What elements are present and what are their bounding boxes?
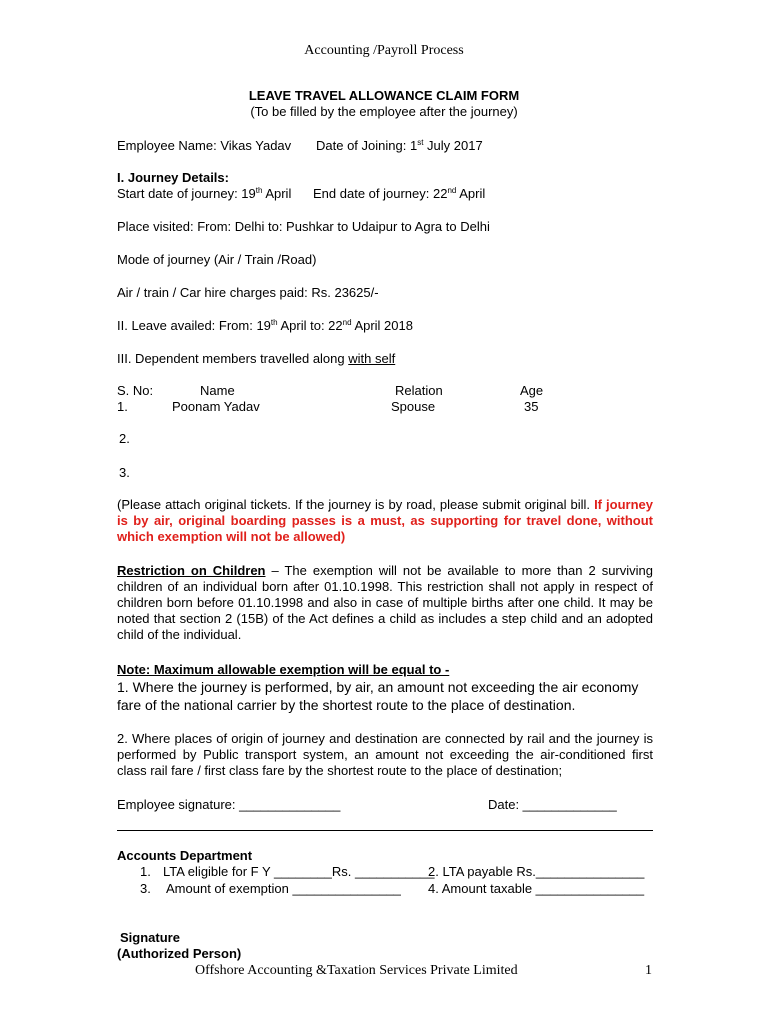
- leave-availed: II. Leave availed: From: 19th April to: 22nd April 2018: [117, 318, 413, 333]
- column-relation: Relation: [395, 383, 443, 398]
- row-1-name: Poonam Yadav: [172, 399, 260, 414]
- row-1-relation: Spouse: [391, 399, 436, 414]
- employee-signature-field: Employee signature: ______________: [117, 797, 341, 812]
- amount-exemption-field: Amount of exemption _______________: [166, 881, 401, 896]
- journey-end-date: End date of journey: 22nd April: [313, 186, 486, 201]
- authorized-signature-label: Signature: [120, 930, 180, 945]
- row-3-sno: 3.: [119, 465, 130, 480]
- page-number: 1: [645, 963, 652, 978]
- place-visited: Place visited: From: Delhi to: Pushkar to Udaipur to Agra to Delhi: [117, 219, 490, 234]
- charges-paid: Air / train / Car hire charges paid: Rs. 23625/-: [117, 285, 379, 300]
- accounts-heading: Accounts Department: [117, 848, 253, 863]
- column-age: Age: [520, 383, 544, 398]
- row-1-sno: 1.: [117, 399, 128, 414]
- attach-tickets-note: (Please attach original tickets. If the journey is by road, please submit original bill. If journey is by air, original boarding passes is a must, as supporting for travel done, without which exemption will not be allowed): [117, 497, 653, 544]
- row-1-age: 35: [524, 399, 539, 414]
- lta-payable-field: 2. LTA payable Rs._______________: [428, 864, 645, 879]
- restriction-on-children: Restriction on Children – The exemption will not be available to more than 2 surviving children of an individual born after 01.10.1998. This restriction shall not apply in respect of children born before 01.10.1998 and also in case of multiple births after one child. It may be noted that section 2 (15B) of the Act defines a child as includes a step child and an adopted child of the individual.: [117, 563, 653, 642]
- date-of-joining: Date of Joining: 1st July 2017: [316, 138, 483, 153]
- note-point-2: 2. Where places of origin of journey and destination are connected by rail and the journey is performed by Public transport system, an amount not exceeding the air-conditioned first class rail fare / first class fare by the shortest route to the place of destination;: [117, 731, 653, 778]
- row-2-sno: 2.: [119, 431, 130, 446]
- authorized-person-label: (Authorized Person): [117, 946, 242, 961]
- note-point-1: 1. Where the journey is performed, by air, an amount not exceeding the air economy fare of the national carrier by the shortest route to the place of destination.: [117, 679, 639, 713]
- dependents-heading: III. Dependent members travelled along with self: [117, 351, 396, 366]
- divider-line: [117, 830, 653, 831]
- column-sno: S. No:: [117, 383, 154, 398]
- lta-eligible-field: LTA eligible for F Y ________Rs. ___________: [163, 864, 435, 879]
- mode-of-journey: Mode of journey (Air / Train /Road): [117, 252, 317, 267]
- accounts-item-1-number: 1.: [140, 864, 151, 879]
- journey-details-heading: I. Journey Details:: [117, 170, 229, 185]
- page-header: Accounting /Payroll Process: [304, 43, 464, 58]
- footer-company: Offshore Accounting &Taxation Services Private Limited: [195, 963, 518, 978]
- journey-start-date: Start date of journey: 19th April: [117, 186, 292, 201]
- column-name: Name: [200, 383, 235, 398]
- form-title: LEAVE TRAVEL ALLOWANCE CLAIM FORM: [248, 88, 520, 103]
- employee-name: Employee Name: Vikas Yadav: [117, 138, 292, 153]
- note-heading: Note: Maximum allowable exemption will be equal to -: [117, 662, 450, 677]
- amount-taxable-field: 4. Amount taxable _______________: [428, 881, 645, 896]
- date-field: Date: _____________: [488, 797, 617, 812]
- form-subtitle: (To be filled by the employee after the journey): [250, 104, 518, 119]
- accounts-item-3-number: 3.: [140, 881, 151, 896]
